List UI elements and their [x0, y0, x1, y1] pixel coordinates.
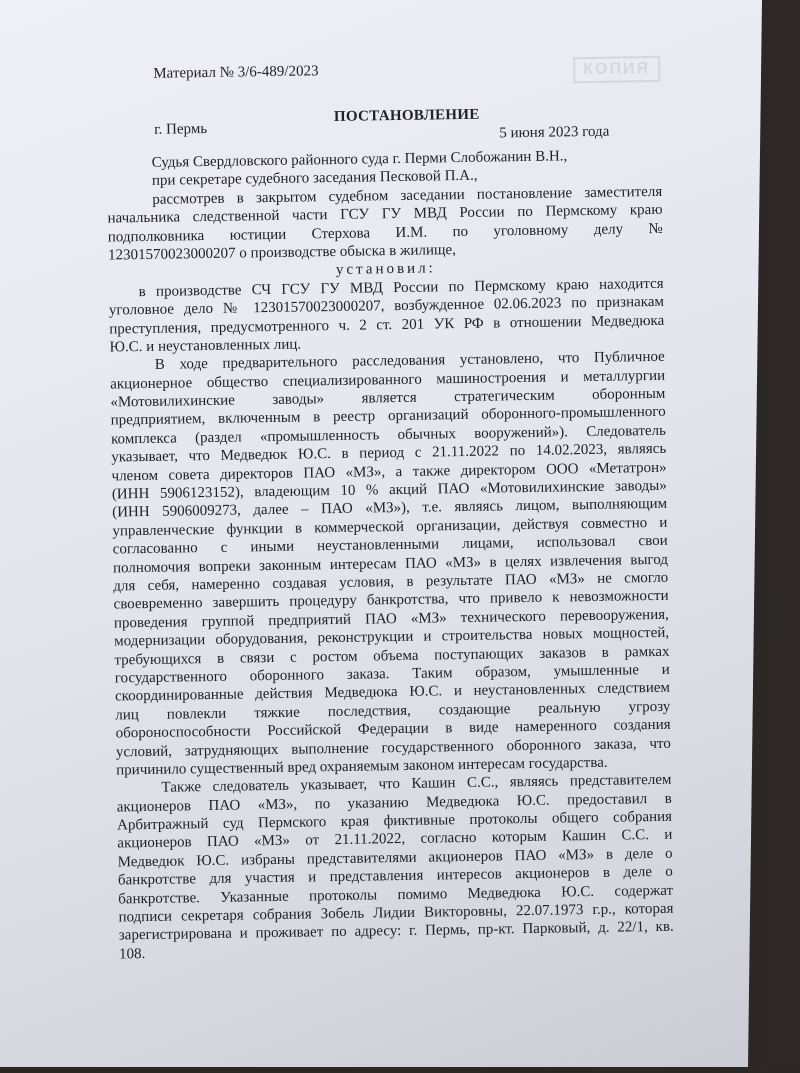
text-line: комплекса (раздел «промышленность обычных вооружений»). Следователь [110, 422, 667, 448]
text-line: уголовное дело № 12301570023000207, возбужденное 02.06.2023 по признакам [108, 293, 665, 319]
document-body [107, 146, 675, 964]
text-line: условий, затрудняющих выполнение государственного оборонного заказа, что [115, 735, 671, 760]
text-line: подписи секретаря собрания Зобель Лидии Викторовны, 22.07.1973 г.р., которая [118, 900, 674, 926]
text-line: модернизации оборудования, реконструкции и строительства новых мощностей, [114, 624, 670, 650]
text-line: рассмотрев в закрытом судебном заседании постановление заместителя [152, 183, 663, 208]
text-line: Медведюк Ю.С. избраны представителями акционеров ПАО «МЗ» в деле о [117, 845, 673, 871]
text-line: Также следователь указывает, что Кашин С.С., являясь представителем [161, 772, 672, 797]
text-line: «Мотовилихинские заводы» является стратегическим оборонным [110, 385, 666, 411]
text-line: лиц повлекли тяжкие последствия, создающие реальную угрозу [115, 698, 671, 724]
text-line: акционерное общество специализированного машиностроения и металлургии [110, 367, 666, 393]
text-line: банкротстве для участия и представления интересов акционеров в деле о [117, 863, 674, 889]
text-line: для себя, намеренно создавая условия, в результате ПАО «МЗ» не смогло [113, 569, 669, 595]
text-line: (ИНН 5906009273, далее – ПАО «МЗ»), т.е. являясь лицом, выполняющим [112, 496, 668, 521]
document-title: ПОСТАНОВЛЕНИЕ [333, 106, 480, 125]
text-line: преступления, предусмотренного ч. 2 ст. 201 УК РФ в отношении Медведюка [109, 312, 665, 338]
text-line: государственного оборонного заказа. Таким образом, умышленные и [114, 661, 670, 687]
text-line: согласованно с иными неустановленными лицами, использовал свои [112, 533, 668, 558]
text-line: банкротстве. Указанные протоколы помимо Медведюка Ю.С. содержат [118, 882, 674, 908]
text-line: Ю.С. и неустановленных лиц. [109, 336, 302, 356]
text-line: при секретаре судебного заседания Песковой П.А., [151, 168, 478, 190]
section-heading: установил: [335, 260, 436, 279]
text-line: обороноспособности Российской Федерации в виде намеренного создания [115, 716, 671, 742]
text-line: причинило существенный вред охраняемым законом интересам государства. [116, 754, 608, 779]
text-line: Арбитражный суд Пермского края фиктивные протоколы общего собрания [116, 808, 673, 834]
text-line: 108. [118, 945, 146, 963]
city: г. Пермь [154, 120, 208, 138]
text-line: 12301570023000207 о производстве обыска в жилище, [107, 242, 457, 264]
text-line: подполковника юстиции Стерхова И.М. по уголовному делу № [107, 220, 663, 246]
text-line: членом совета директоров ПАО «МЗ», а также директором ООО «Метатрон» [111, 459, 667, 485]
text-line: Судья Свердловского районного суда г. Перми Слобожанин В.Н., [151, 148, 568, 171]
text-line: требующихся в связи с ростом объема поступающих заказов в рамках [114, 643, 670, 669]
text-line: в производстве СЧ ГСУ ГУ МВД России по Пермскому краю находится [138, 275, 664, 300]
text-line: скоординированные действия Медведюка Ю.С. и неустановленных следствием [114, 680, 671, 705]
text-line: своевременно завершить процедуру банкротства, что привело к невозможности [113, 588, 669, 613]
text-line: предприятием, включенным в реестр организаций оборонного-промышленного [110, 404, 666, 430]
text-line: акционеров ПАО «МЗ», по указанию Медведюка Ю.С. предоставил в [116, 790, 672, 816]
text-line: В ходе предварительного расследования установлено, что Публичное [154, 349, 665, 374]
text-line: указывает, что Медведюк Ю.С. в период с 21.11.2022 по 14.02.2023, являясь [111, 441, 667, 466]
text-line: акционеров ПАО «МЗ» от 21.11.2022, согласно которым Кашин С.С. и [117, 827, 673, 852]
text-line: (ИНН 5906123152), владеющим 10 % акций ПАО «Мотовилихинские заводы» [111, 477, 667, 503]
text-line: начальника следственной части ГСУ ГУ МВД России по Пермскому краю [107, 202, 663, 227]
text-line: полномочия вопреки законным интересам ПАО «МЗ» в целях извлечения выгод [112, 551, 669, 577]
document-date: 5 июня 2023 года [499, 123, 610, 142]
material-number: Материал № 3/6-489/2023 [153, 63, 319, 82]
text-line: зарегистрирована и проживает по адресу: г. Пермь, пр-кт. Парковый, д. 22/1, кв. [118, 919, 674, 944]
text-line: проведения группой предприятий ПАО «МЗ» технического перевооружения, [113, 606, 669, 632]
text-line: управленческие функции в коммерческой организации, действуя совместно и [112, 514, 668, 540]
copy-stamp: КОПИЯ [573, 56, 660, 83]
